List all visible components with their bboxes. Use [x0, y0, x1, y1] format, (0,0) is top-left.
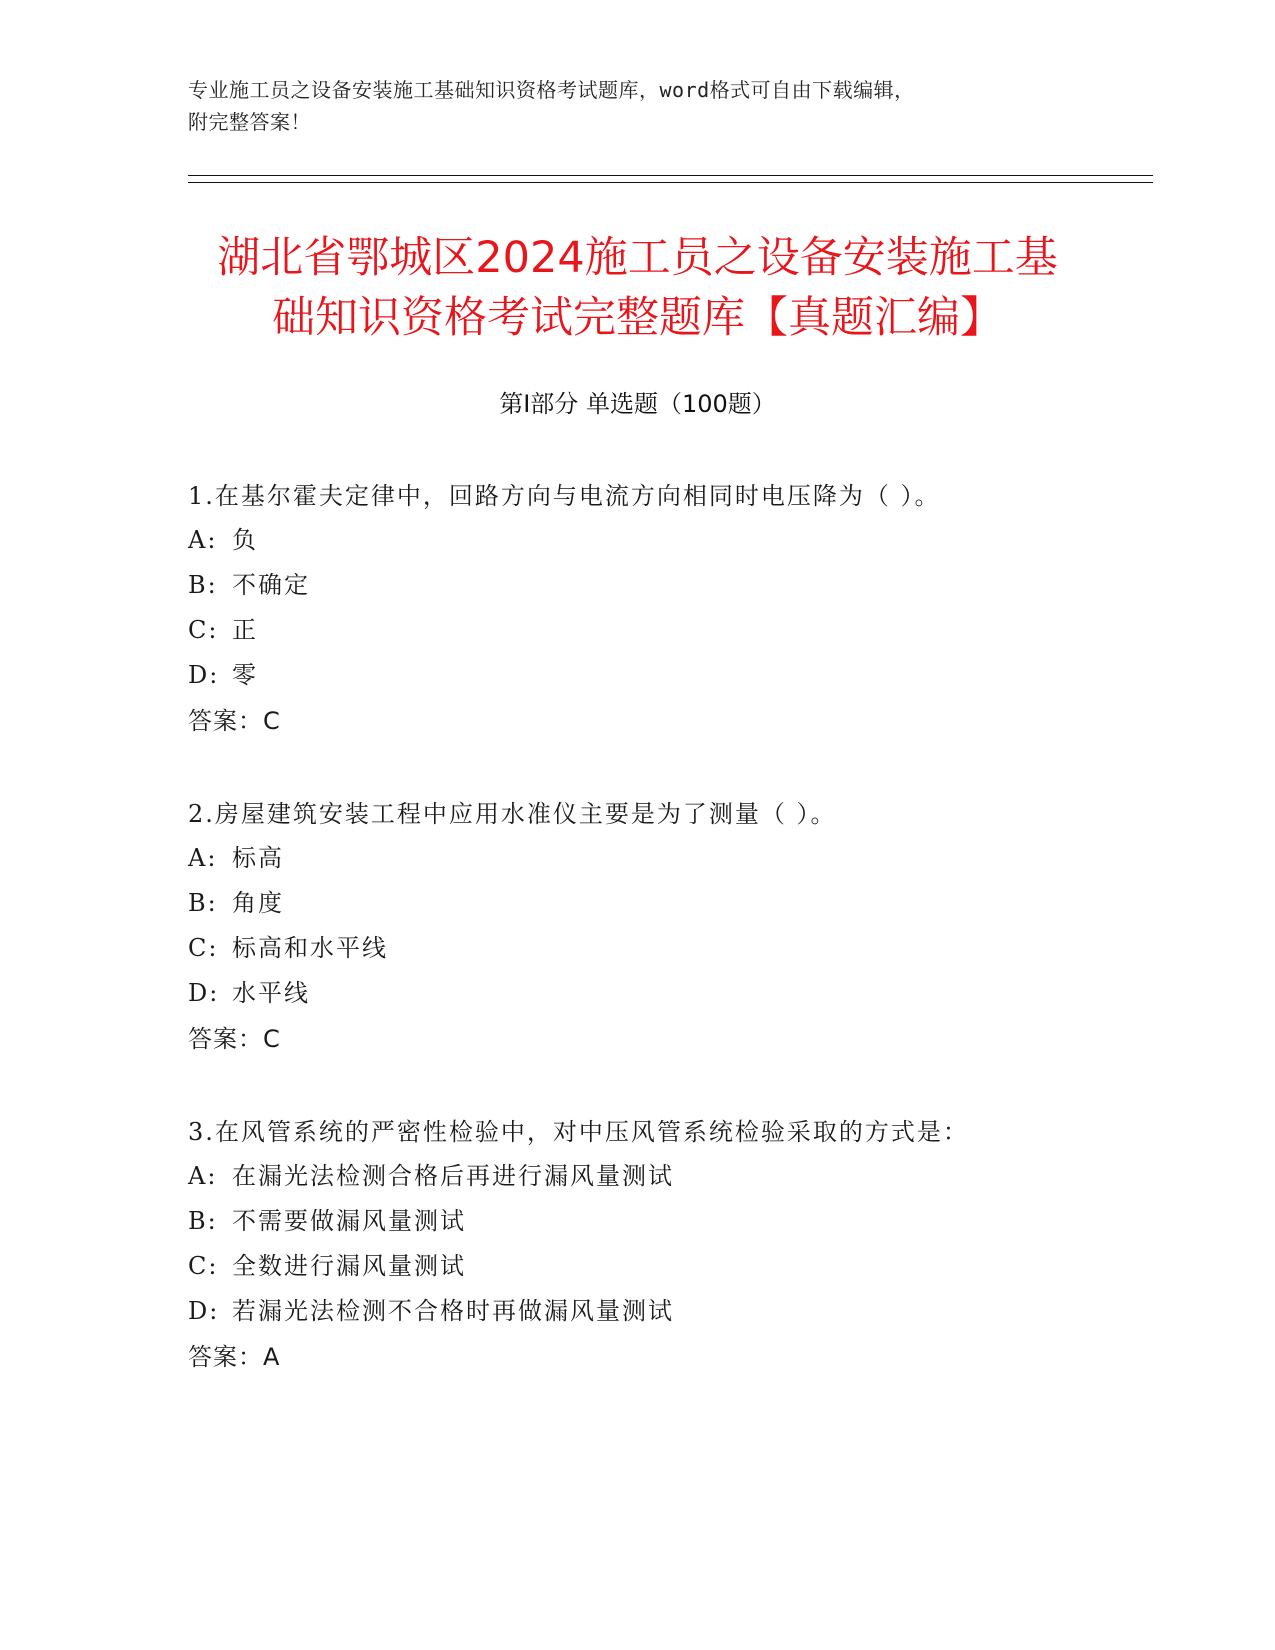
option-text: 全数进行漏风量测试	[232, 1252, 466, 1280]
header-rule-bottom	[188, 182, 1153, 183]
option-key: D:	[188, 661, 220, 689]
option-a	[188, 836, 1148, 881]
option-c	[188, 1244, 1148, 1289]
document-title-line-1: 湖北省鄂城区2024施工员之设备安装施工基	[217, 233, 1058, 283]
question-text: 3.在风管系统的严密性检验中，对中压风管系统检验采取的方式是：	[188, 1118, 969, 1146]
option-text: 标高	[232, 844, 284, 872]
option-key: A:	[188, 526, 218, 554]
option-a	[188, 518, 1148, 563]
option-key: D:	[188, 979, 220, 1007]
option-text: 正	[232, 616, 258, 644]
option-key: D:	[188, 1297, 220, 1325]
header-note	[188, 74, 1088, 138]
document-title-line-2: 础知识资格考试完整题库【真题汇编】	[272, 293, 1003, 343]
option-key: A:	[188, 1162, 218, 1190]
option-b	[188, 881, 1148, 926]
option-b	[188, 563, 1148, 608]
option-key: B:	[188, 1207, 218, 1235]
option-c	[188, 926, 1148, 971]
section-title: 第Ⅰ部分 单选题（100题）	[499, 390, 776, 418]
header-rule-top	[188, 175, 1153, 176]
question-text: 1.在基尔霍夫定律中，回路方向与电流方向相同时电压降为（ ）。	[188, 482, 941, 510]
option-d	[188, 1289, 1148, 1334]
question-text: 2.房屋建筑安装工程中应用水准仪主要是为了测量（ ）。	[188, 800, 837, 828]
option-c	[188, 608, 1148, 653]
option-text: 不确定	[232, 571, 310, 599]
option-key: B:	[188, 889, 218, 917]
option-key: C:	[188, 1252, 219, 1280]
option-text: 零	[232, 661, 258, 689]
option-text: 标高和水平线	[232, 934, 388, 962]
option-key: A:	[188, 844, 218, 872]
answer: 答案：A	[188, 1343, 281, 1371]
option-text: 在漏光法检测合格后再进行漏风量测试	[232, 1162, 674, 1190]
answer: 答案：C	[188, 707, 281, 735]
option-text: 负	[232, 526, 258, 554]
option-text: 角度	[232, 889, 284, 917]
option-text: 水平线	[232, 979, 310, 1007]
option-b	[188, 1199, 1148, 1244]
header-note-line-2: 附完整答案！	[188, 110, 311, 134]
question-1	[188, 474, 1148, 744]
option-d	[188, 971, 1148, 1016]
option-key: C:	[188, 934, 219, 962]
answer: 答案：C	[188, 1025, 281, 1053]
option-key: C:	[188, 616, 219, 644]
question-2	[188, 792, 1148, 1062]
question-3	[188, 1110, 1148, 1380]
option-text: 若漏光法检测不合格时再做漏风量测试	[232, 1297, 674, 1325]
option-d	[188, 653, 1148, 698]
option-a	[188, 1154, 1148, 1199]
document-title	[160, 228, 1115, 348]
header-note-line-1: 专业施工员之设备安装施工基础知识资格考试题库，word格式可自由下载编辑，	[188, 78, 915, 102]
option-key: B:	[188, 571, 218, 599]
option-text: 不需要做漏风量测试	[232, 1207, 466, 1235]
